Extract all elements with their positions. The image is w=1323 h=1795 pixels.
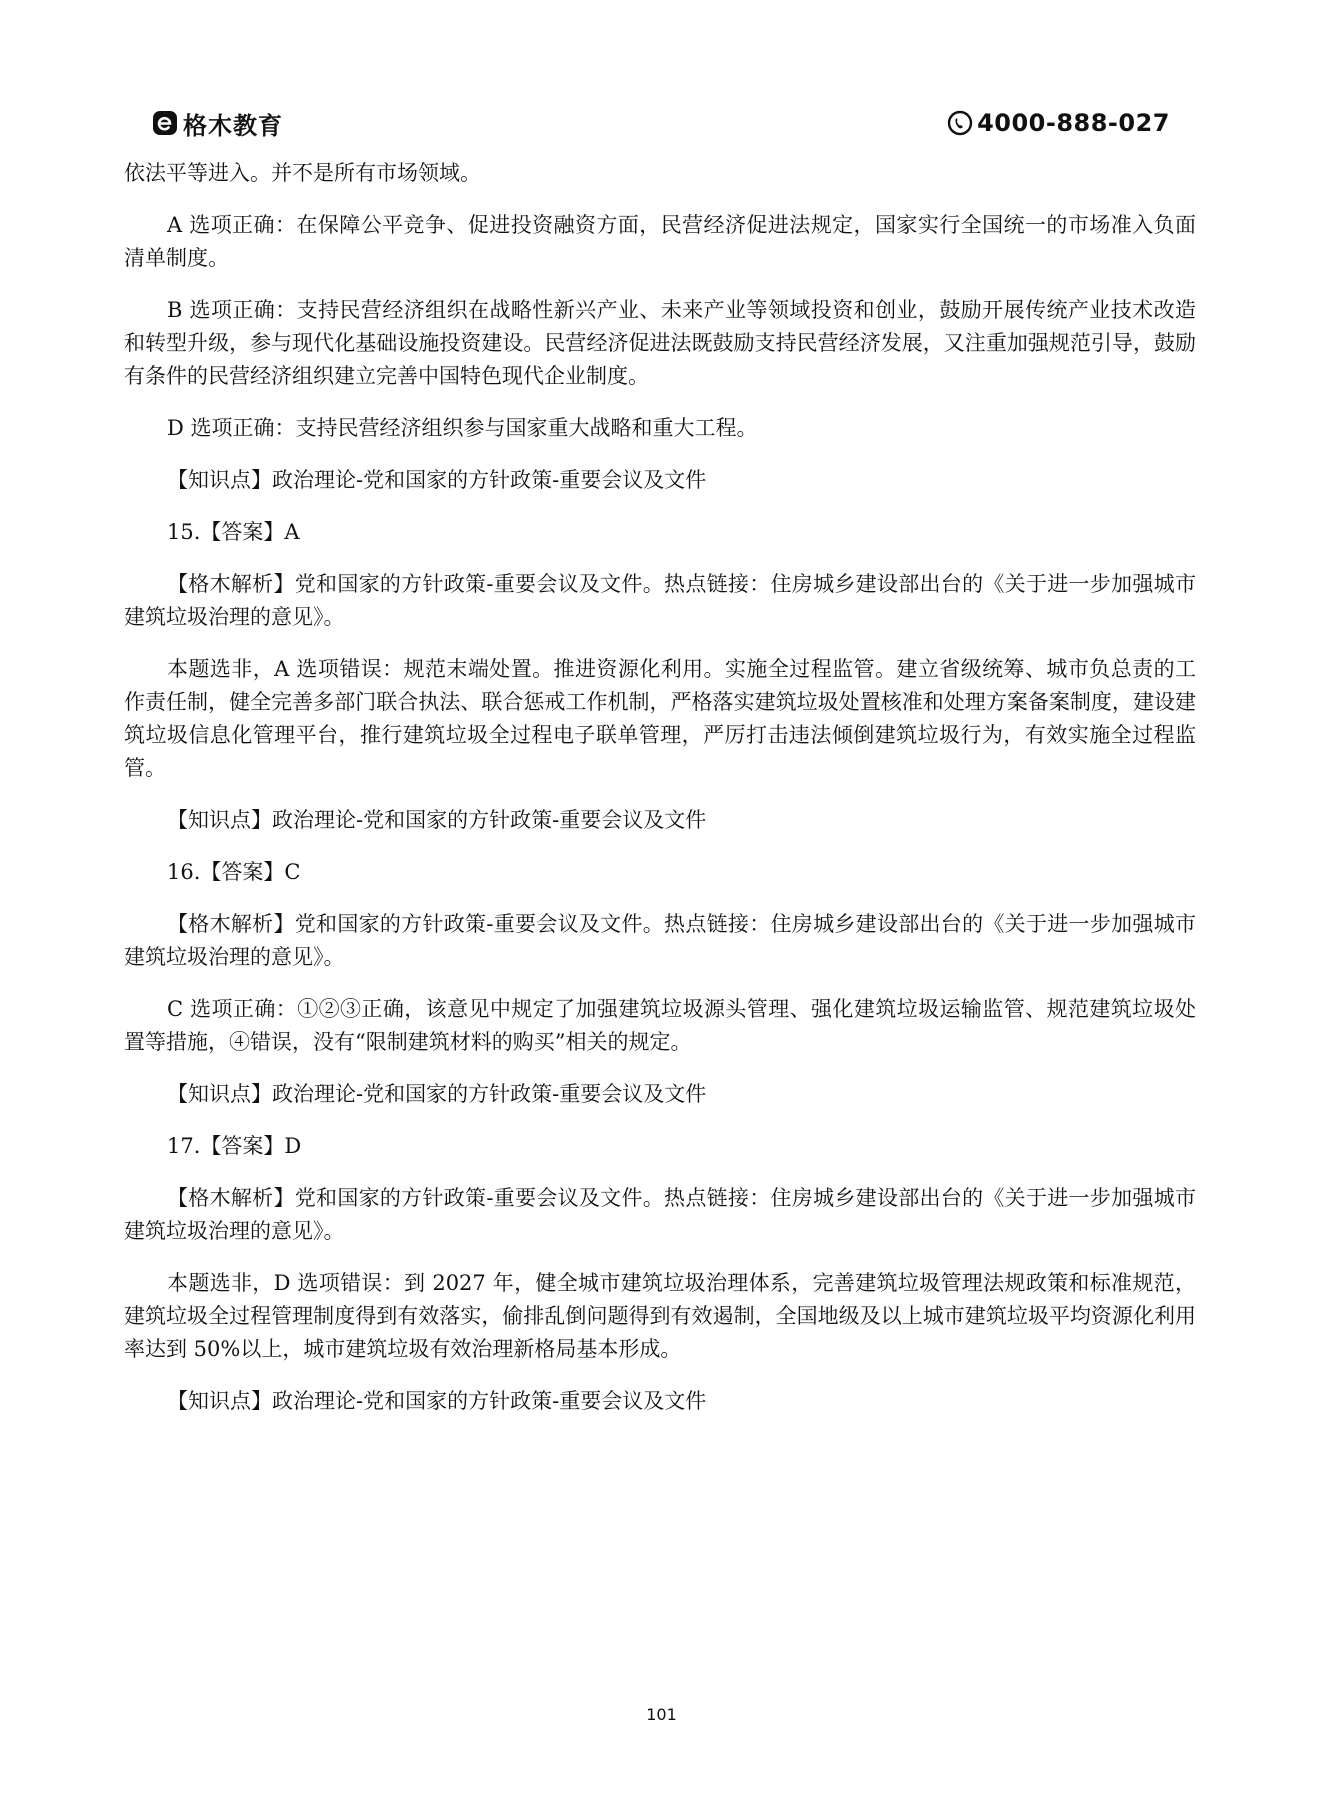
phone-icon [947,110,973,136]
paragraph: B 选项正确：支持民营经济组织在战略性新兴产业、未来产业等领域投资和创业，鼓励开展传统产业技术改造和转型升级，参与现代化基础设施投资建设。民营经济促进法既鼓励支持民营经济发展，又注重加强规范引导，鼓励有条件的民营经济组织建立完善中国特色现代企业制度。 [124,298,1196,388]
brand-logo [152,103,283,143]
paragraph: C 选项正确：①②③正确，该意见中规定了加强建筑垃圾源头管理、强化建筑垃圾运输监管、规范建筑垃圾处置等措施，④错误，没有“限制建筑材料的购买”相关的规定。 [124,997,1196,1054]
page-header [152,103,1170,149]
analysis-paragraph: 【格木解析】党和国家的方针政策-重要会议及文件。热点链接：住房城乡建设部出台的《关于进一步加强城市建筑垃圾治理的意见》。 [124,572,1196,629]
page-number: 101 [646,1705,677,1724]
analysis-paragraph: 【格木解析】党和国家的方针政策-重要会议及文件。热点链接：住房城乡建设部出台的《关于进一步加强城市建筑垃圾治理的意见》。 [124,912,1196,969]
brand-logo-icon [152,110,178,136]
paragraph: 依法平等进入。并不是所有市场领域。 [124,161,481,185]
hotline-number: 4000-888-027 [977,109,1170,137]
brand-name: 格木教育 [183,111,283,140]
paragraph: 本题选非，D 选项错误：到 2027 年，健全城市建筑垃圾治理体系，完善建筑垃圾管理法规政策和标准规范，建筑垃圾全过程管理制度得到有效落实，偷排乱倒问题得到有效遏制，全国地级及以上城市建筑垃圾平均资源化利用率达到 50%以上，城市建筑垃圾有效治理新格局基本形成。 [124,1271,1196,1361]
answer-line: 17.【答案】D [167,1134,302,1158]
paragraph: D 选项正确：支持民营经济组织参与国家重大战略和重大工程。 [167,416,758,440]
analysis-paragraph: 【格木解析】党和国家的方针政策-重要会议及文件。热点链接：住房城乡建设部出台的《关于进一步加强城市建筑垃圾治理的意见》。 [124,1186,1196,1243]
knowledge-point: 【知识点】政治理论-党和国家的方针政策-重要会议及文件 [167,1389,707,1413]
answer-line: 16.【答案】C [167,860,301,884]
hotline [947,103,1170,143]
paragraph: A 选项正确：在保障公平竞争、促进投资融资方面，民营经济促进法规定，国家实行全国统一的市场准入负面清单制度。 [124,213,1196,270]
answer-line: 15.【答案】A [167,520,300,544]
document-body [124,157,1196,1437]
knowledge-point: 【知识点】政治理论-党和国家的方针政策-重要会议及文件 [167,468,707,492]
paragraph: 本题选非，A 选项错误：规范末端处置。推进资源化利用。实施全过程监管。建立省级统筹、城市负总责的工作责任制，健全完善多部门联合执法、联合惩戒工作机制，严格落实建筑垃圾处置核准和处理方案备案制度，建设建筑垃圾信息化管理平台，推行建筑垃圾全过程电子联单管理，严厉打击违法倾倒建筑垃圾行为，有效实施全过程监管。 [124,657,1196,780]
knowledge-point: 【知识点】政治理论-党和国家的方针政策-重要会议及文件 [167,1082,707,1106]
knowledge-point: 【知识点】政治理论-党和国家的方针政策-重要会议及文件 [167,808,707,832]
